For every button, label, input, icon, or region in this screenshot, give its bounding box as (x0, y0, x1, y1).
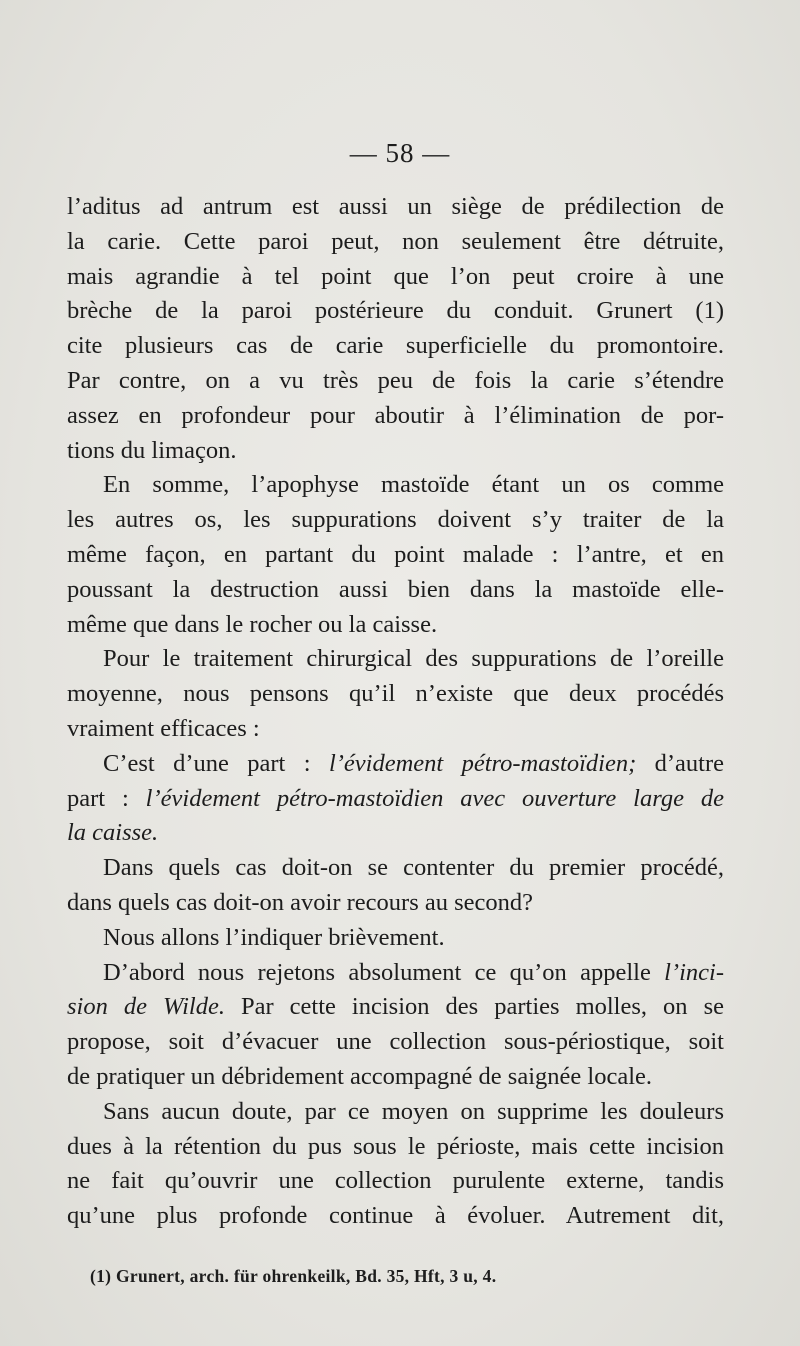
italic-segment: sion de Wilde. (67, 993, 225, 1021)
text-line-segment: C’est d’une part : (103, 749, 329, 777)
text-line-segment: Pour le traitement chirurgical des suppurations de l’oreille (103, 645, 724, 673)
text-line-segment: assez en profondeur pour aboutir à l’élimination de por- (67, 401, 724, 429)
text-line (67, 851, 724, 886)
text-line-segment: poussant la destruction aussi bien dans la mastoïde elle- (67, 575, 724, 603)
text-line-segment: Par cette incision des parties molles, on se (224, 993, 724, 1021)
text-line-segment: ne fait qu’ouvrir une collection purulente externe, tandis (67, 1167, 724, 1195)
italic-segment: l’évidement pétro-mastoïdien avec ouverture large de (145, 784, 724, 812)
text-line (67, 1025, 724, 1060)
text-line (67, 468, 724, 503)
text-line (67, 329, 724, 364)
text-line (67, 503, 724, 538)
text-line (67, 190, 724, 225)
text-line-segment: la carie. Cette paroi peut, non seulement être détruite, (67, 227, 724, 255)
text-line-segment: même que dans le rocher ou la caisse. (67, 610, 438, 638)
text-line (67, 1060, 724, 1095)
body-text (67, 190, 724, 1234)
text-line (67, 399, 724, 434)
text-line (67, 642, 724, 677)
text-line (67, 886, 724, 921)
text-line-segment: même façon, en partant du point malade : l’antre, et en (67, 540, 724, 568)
text-line-segment: cite plusieurs cas de carie superficielle du promontoire. (67, 332, 724, 360)
text-line-segment: vraiment efficaces : (67, 714, 260, 742)
text-line (67, 712, 724, 747)
text-line (67, 1095, 724, 1130)
text-line (67, 1199, 724, 1234)
text-line-segment: brèche de la paroi postérieure du conduit. Grunert (1) (67, 297, 724, 325)
text-line (67, 225, 724, 260)
italic-segment: l’inci- (664, 958, 724, 986)
text-line (67, 364, 724, 399)
text-line-segment: dans quels cas doit-on avoir recours au second? (67, 888, 534, 916)
text-line-segment: d’autre (636, 749, 725, 777)
text-line (67, 573, 724, 608)
page-number: — 58 — (349, 138, 451, 168)
text-line (67, 816, 724, 851)
text-line (67, 677, 724, 712)
text-line (67, 782, 724, 817)
text-line-segment: mais agrandie à tel point que l’on peut croire à une (67, 262, 724, 290)
text-line (67, 956, 724, 991)
text-line-segment: Par contre, on a vu très peu de fois la carie s’étendre (67, 366, 724, 394)
text-line (67, 990, 724, 1025)
text-line (67, 747, 724, 782)
text-line-segment: de pratiquer un débridement accompagné de saignée locale. (67, 1062, 653, 1090)
text-line-segment: l’aditus ad antrum est aussi un siège de prédilection de (67, 193, 724, 220)
text-line-segment: En somme, l’apophyse mastoïde étant un os comme (103, 471, 724, 499)
text-line (67, 608, 724, 643)
text-line-segment: Nous allons l’indiquer brièvement. (103, 923, 445, 951)
text-line-segment: qu’une plus profonde continue à évoluer. Autrement dit, (67, 1202, 724, 1230)
text-line-segment: propose, soit d’évacuer une collection sous-périostique, soit (67, 1028, 724, 1056)
italic-segment: l’évidement pétro-mastoïdien; (328, 749, 637, 777)
text-line (67, 434, 724, 469)
text-line-segment: tions du limaçon. (67, 436, 237, 464)
text-line-segment: moyenne, nous pensons qu’il n’existe que deux procédés (67, 680, 724, 708)
text-line-segment: Sans aucun doute, par ce moyen on supprime les douleurs (103, 1097, 724, 1125)
text-line-segment: D’abord nous rejetons absolument ce qu’on appelle (103, 958, 665, 986)
text-line (67, 538, 724, 573)
text-line (67, 260, 724, 295)
text-line (67, 1164, 724, 1199)
text-line (67, 921, 724, 956)
italic-segment: la caisse. (67, 819, 159, 847)
text-line (67, 1130, 724, 1165)
text-line-segment: les autres os, les suppurations doivent s’y traiter de la (67, 506, 724, 534)
text-line (67, 294, 724, 329)
text-line-segment: Dans quels cas doit-on se contenter du premier procédé, (103, 854, 724, 882)
text-line-segment: part : (67, 784, 146, 812)
footnote: (1) Grunert, arch. für ohrenkeilk, Bd. 35, Hft, 3 u, 4. (90, 1266, 497, 1286)
text-line-segment: dues à la rétention du pus sous le périoste, mais cette incision (67, 1132, 724, 1160)
